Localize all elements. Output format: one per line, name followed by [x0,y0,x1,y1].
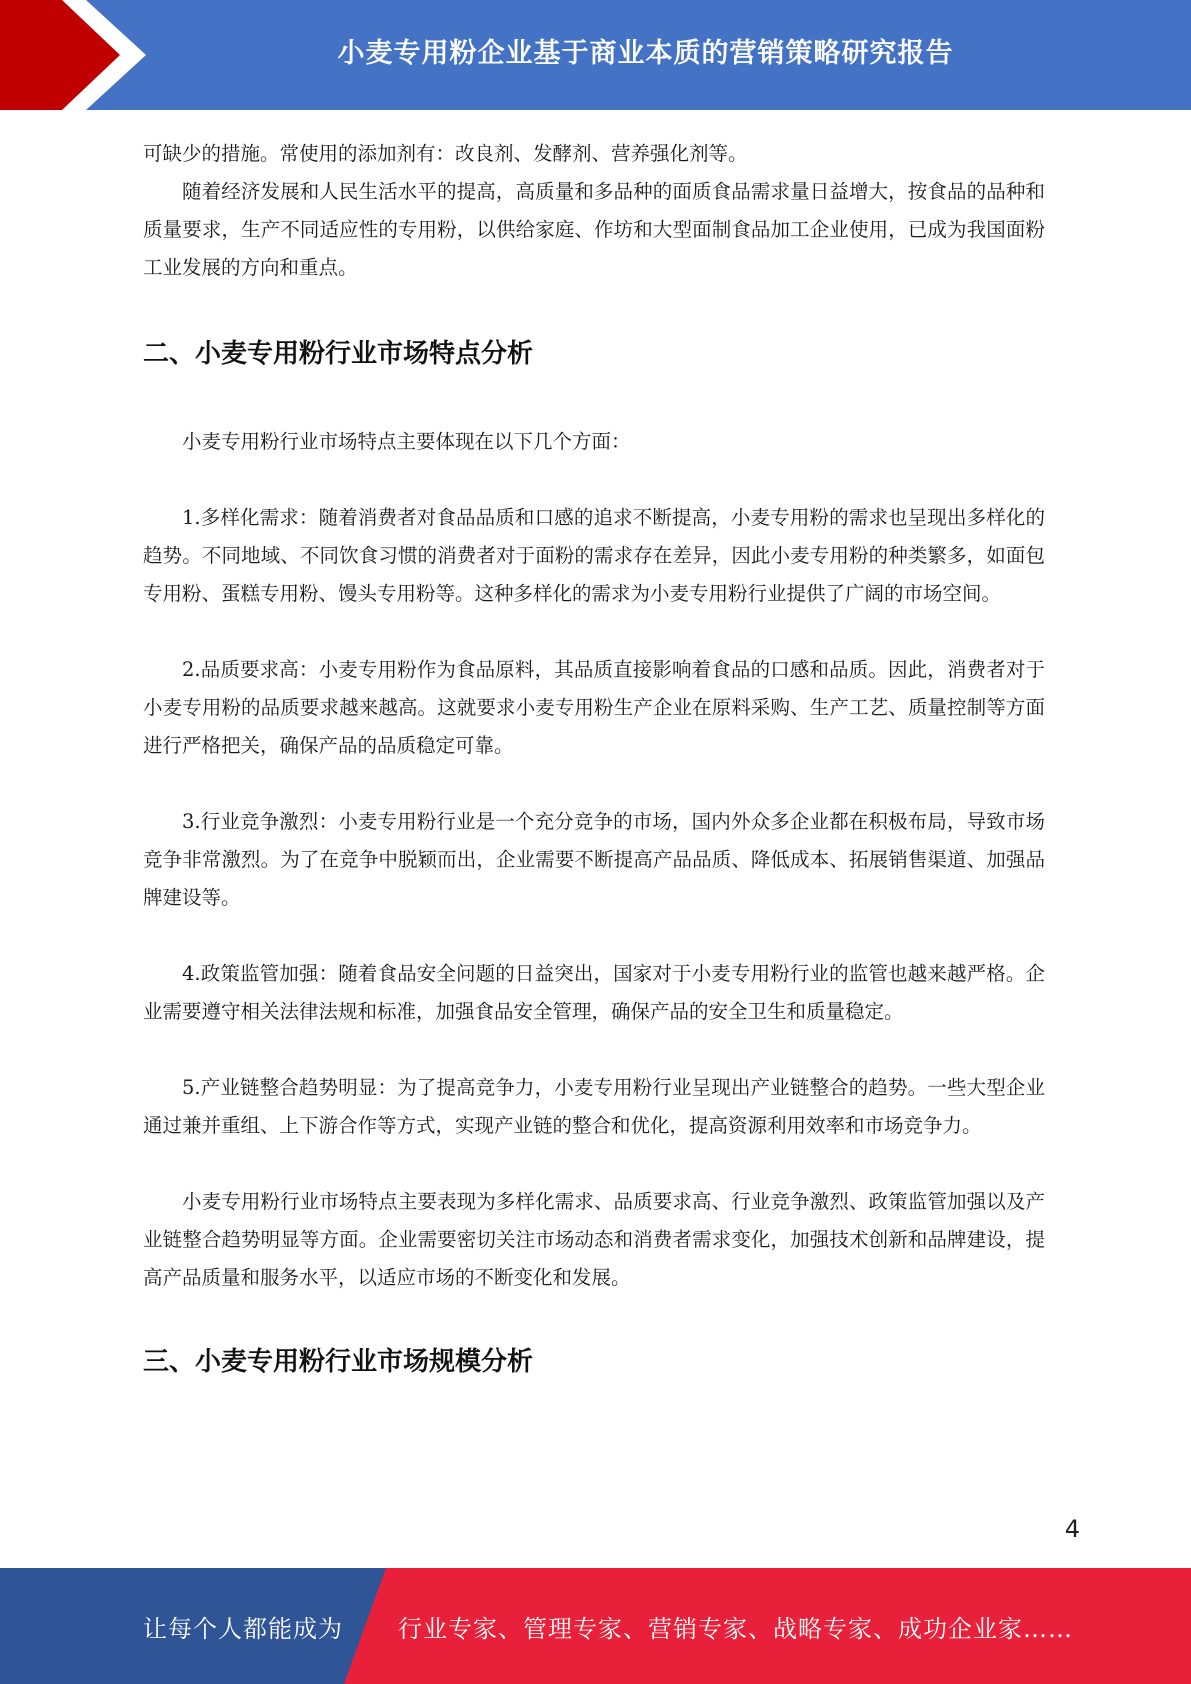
section-heading: 二、小麦专用粉行业市场特点分析 [143,339,534,369]
list-item: 3.行业竞争激烈：小麦专用粉行业是一个充分竞争的市场，国内外众多企业都在积极布局，导致市场竞争非常激烈。为了在竞争中脱颖而出，企业需要不断提高产品品质、降低成本、拓展销售渠道、加强品牌建设等。 [143,810,1045,909]
paragraph: 可缺少的措施。常使用的添加剂有：改良剂、发酵剂、营养强化剂等。 [143,142,748,165]
paragraph: 小麦专用粉行业市场特点主要体现在以下几个方面： [182,430,631,453]
page-header [0,0,1191,110]
list-item: 5.产业链整合趋势明显：为了提高竞争力，小麦专用粉行业呈现出产业链整合的趋势。一些大型企业通过兼并重组、上下游合作等方式，实现产业链的整合和优化，提高资源利用效率和市场竞争力。 [143,1076,1045,1137]
document-body [143,135,1045,1381]
list-item: 2.品质要求高：小麦专用粉作为食品原料，其品质直接影响着食品的口感和品质。因此，消费者对于小麦专用粉的品质要求越来越高。这就要求小麦专用粉生产企业在原料采购、生产工艺、质量控制等方面进行严格把关，确保产品的品质稳定可靠。 [143,658,1045,757]
list-item: 1.多样化需求：随着消费者对食品品质和口感的追求不断提高，小麦专用粉的需求也呈现出多样化的趋势。不同地域、不同饮食习惯的消费者对于面粉的需求存在差异，因此小麦专用粉的种类繁多，如面包专用粉、蛋糕专用粉、馒头专用粉等。这种多样化的需求为小麦专用粉行业提供了广阔的市场空间。 [143,506,1045,605]
page-number: 4 [1064,1515,1080,1543]
paragraph: 小麦专用粉行业市场特点主要表现为多样化需求、品质要求高、行业竞争激烈、政策监管加强以及产业链整合趋势明显等方面。企业需要密切关注市场动态和消费者需求变化，加强技术创新和品牌建设，提高产品质量和服务水平，以适应市场的不断变化和发展。 [143,1190,1045,1289]
page-footer [0,1568,1191,1684]
section-heading: 三、小麦专用粉行业市场规模分析 [143,1347,534,1377]
report-title: 小麦专用粉企业基于商业本质的营销策略研究报告 [337,37,954,69]
list-item: 4.政策监管加强：随着食品安全问题的日益突出，国家对于小麦专用粉行业的监管也越来越严格。企业需要遵守相关法律法规和标准，加强食品安全管理，确保产品的安全卫生和质量稳定。 [143,962,1045,1023]
paragraph: 随着经济发展和人民生活水平的提高，高质量和多品种的面质食品需求量日益增大，按食品的品种和质量要求，生产不同适应性的专用粉，以供给家庭、作坊和大型面制食品加工企业使用，已成为我国面粉工业发展的方向和重点。 [143,180,1045,279]
footer-slogan: 让每个人都能成为 [143,1614,343,1643]
footer-tagline: 行业专家、管理专家、营销专家、战略专家、成功企业家…… [398,1614,1073,1643]
